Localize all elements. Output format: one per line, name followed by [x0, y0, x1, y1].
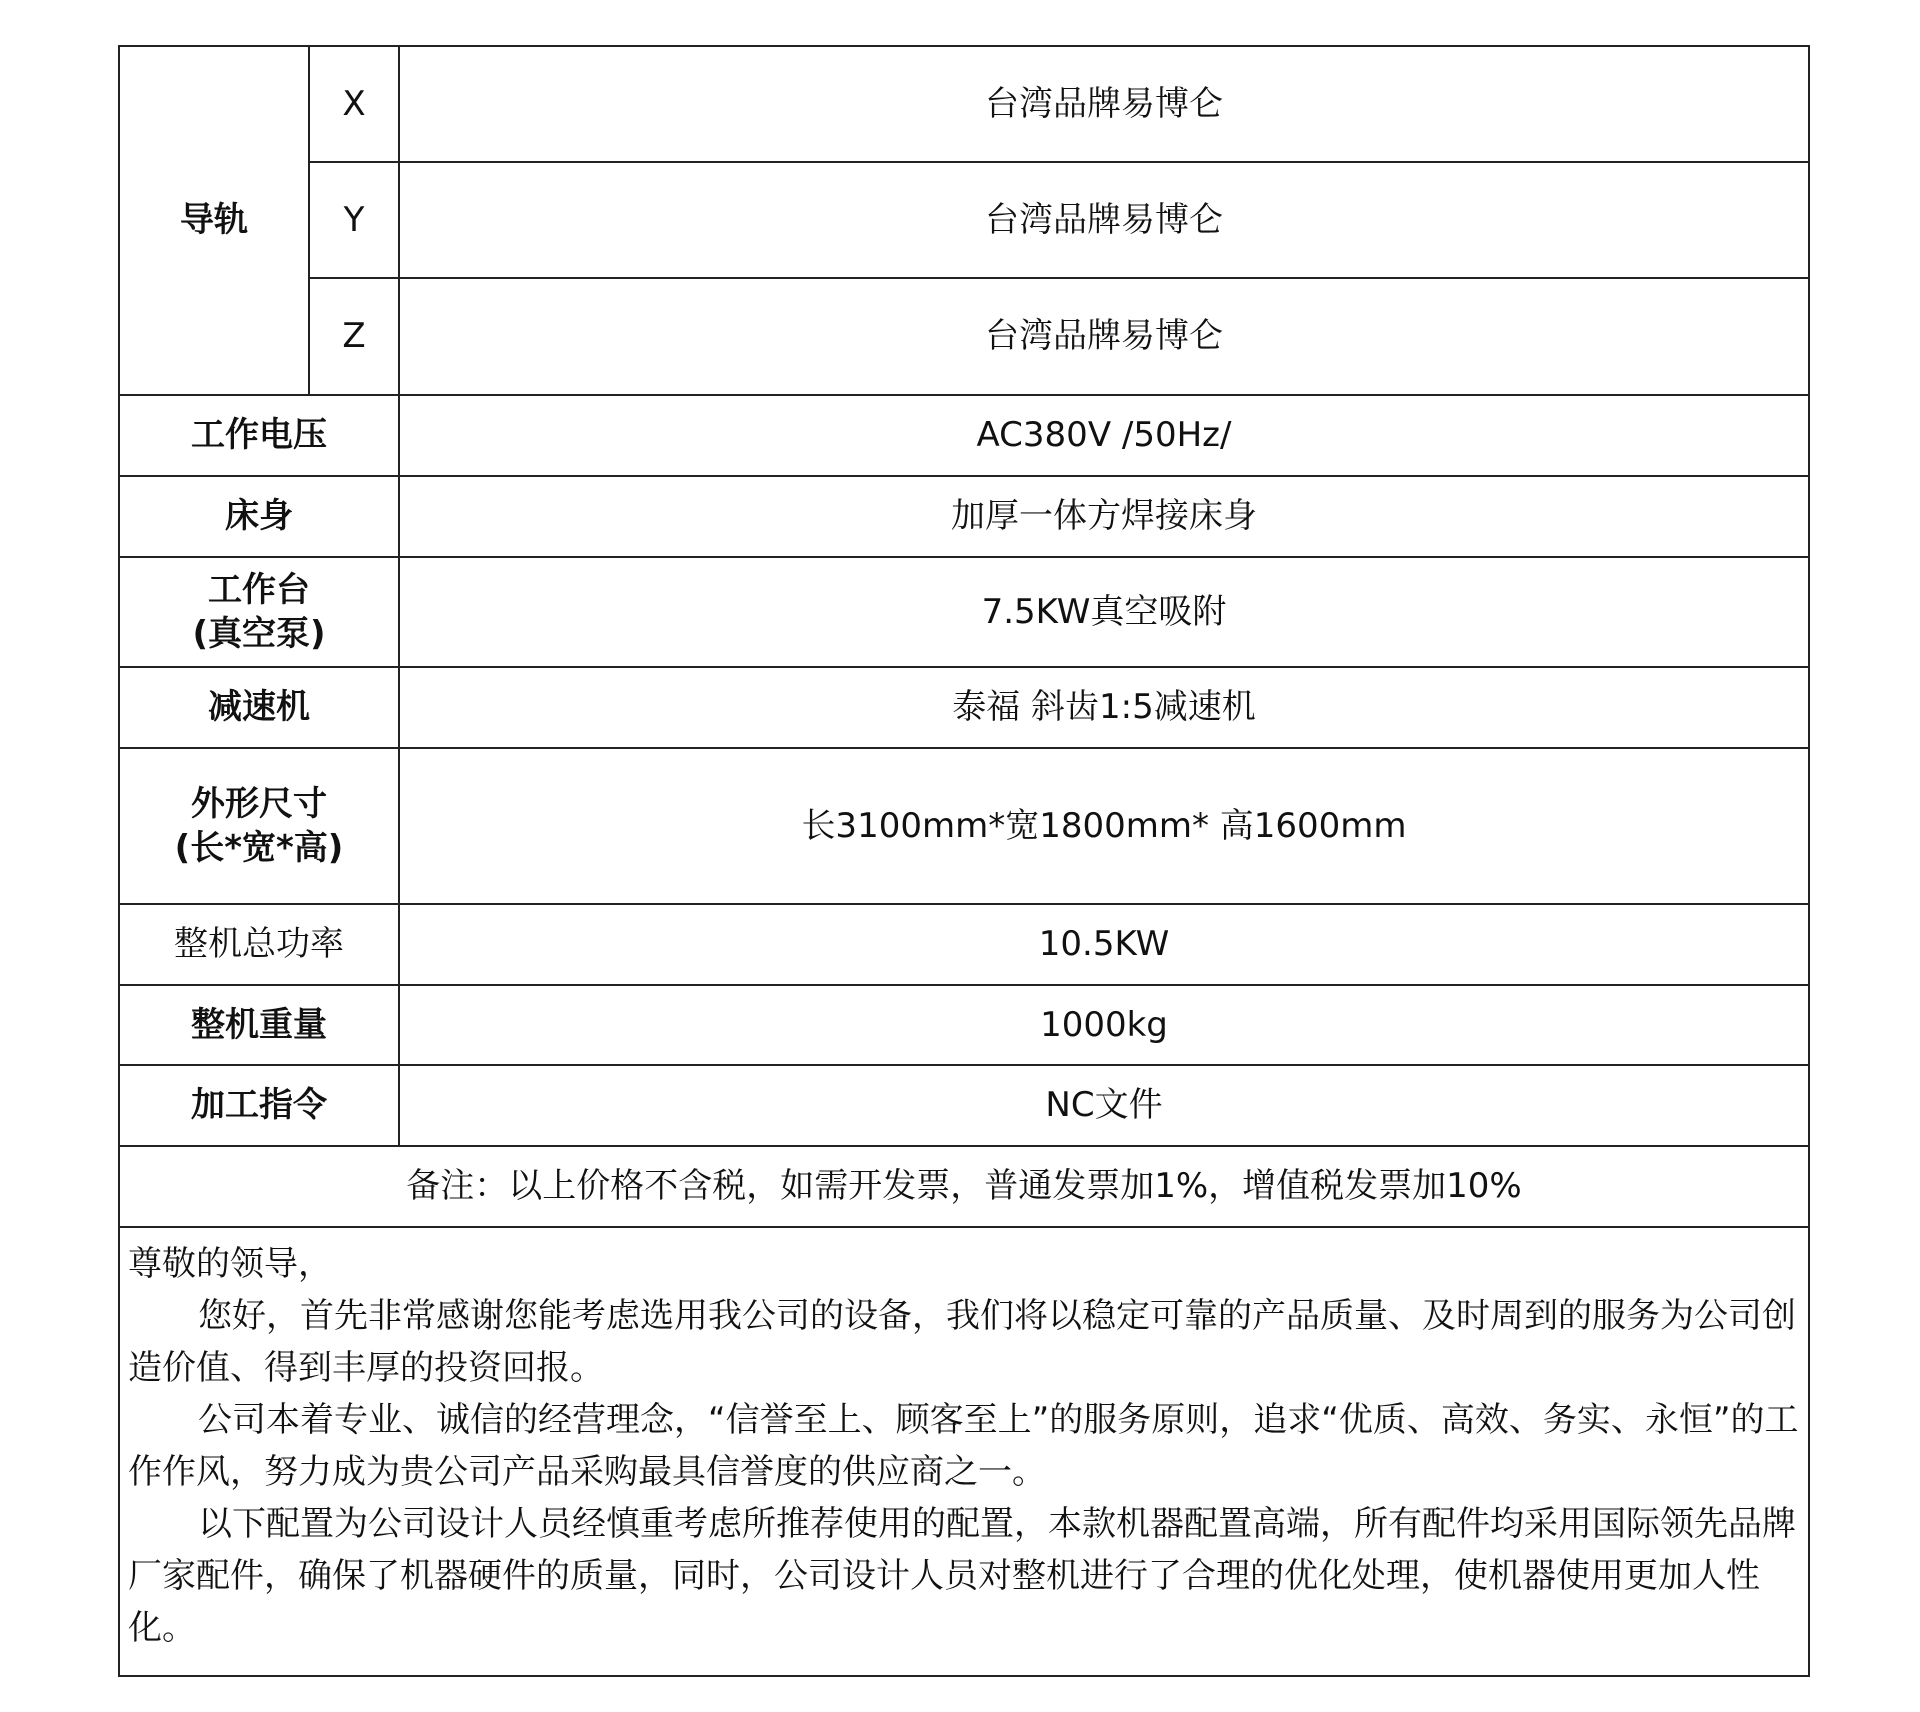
dimensions-label: [119, 748, 399, 904]
axis-y-value: 台湾品牌易博仑: [399, 162, 1809, 278]
table-row: [119, 748, 1809, 904]
voltage-label: 工作电压: [119, 395, 399, 476]
table-row: [119, 667, 1809, 748]
instruction-value: NC文件: [399, 1065, 1809, 1146]
note-text: 备注：以上价格不含税，如需开发票，普通发票加1%，增值税发票加10%: [119, 1146, 1809, 1227]
voltage-value: AC380V /50Hz/: [399, 395, 1809, 476]
letter-paragraph: 以下配置为公司设计人员经慎重考虑所推荐使用的配置，本款机器配置高端，所有配件均采用国际领先品牌厂家配件，确保了机器硬件的质量，同时，公司设计人员对整机进行了合理的优化处理，使机器使用更加人性化。: [128, 1504, 1796, 1648]
bed-label: 床身: [119, 476, 399, 557]
worktable-label-line2: (真空泵): [192, 614, 326, 654]
bed-value: 加厚一体方焊接床身: [399, 476, 1809, 557]
table-row: [119, 557, 1809, 667]
axis-z-value: 台湾品牌易博仑: [399, 278, 1809, 395]
table-row: [119, 1065, 1809, 1146]
table-row: [119, 1227, 1809, 1676]
table-row: [119, 1146, 1809, 1227]
worktable-label: [119, 557, 399, 667]
instruction-label: 加工指令: [119, 1065, 399, 1146]
guide-rail-label: 导轨: [119, 46, 309, 395]
table-row: [119, 278, 1809, 395]
table-row: [119, 985, 1809, 1065]
worktable-label-line1: 工作台: [208, 569, 310, 610]
weight-value: 1000kg: [399, 985, 1809, 1065]
axis-x-label: X: [309, 46, 399, 162]
reducer-value: 泰福 斜齿1:5减速机: [399, 667, 1809, 748]
dimensions-label-line1: 外形尺寸: [191, 783, 327, 824]
table-row: [119, 46, 1809, 162]
axis-y-label: Y: [309, 162, 399, 278]
spec-table: [118, 45, 1810, 1677]
letter-cell: [119, 1227, 1809, 1676]
worktable-value: 7.5KW真空吸附: [399, 557, 1809, 667]
letter: [128, 1238, 1800, 1654]
letter-paragraph: 公司本着专业、诚信的经营理念，“信誉至上、顾客至上”的服务原则，追求“优质、高效、务实、永恒”的工作作风，努力成为贵公司产品采购最具信誉度的供应商之一。: [128, 1400, 1799, 1492]
axis-z-label: Z: [309, 278, 399, 395]
letter-paragraph: 您好，首先非常感谢您能考虑选用我公司的设备，我们将以稳定可靠的产品质量、及时周到的服务为公司创造价值、得到丰厚的投资回报。: [128, 1296, 1796, 1388]
table-row: [119, 162, 1809, 278]
weight-label: 整机重量: [119, 985, 399, 1065]
total-power-label: 整机总功率: [119, 904, 399, 985]
table-row: [119, 395, 1809, 476]
dimensions-value: 长3100mm*宽1800mm* 高1600mm: [399, 748, 1809, 904]
reducer-label: 减速机: [119, 667, 399, 748]
total-power-value: 10.5KW: [399, 904, 1809, 985]
dimensions-label-line2: (长*宽*高): [174, 828, 344, 868]
letter-greeting: 尊敬的领导，: [128, 1244, 332, 1284]
table-row: [119, 476, 1809, 557]
table-row: [119, 904, 1809, 985]
axis-x-value: 台湾品牌易博仑: [399, 46, 1809, 162]
